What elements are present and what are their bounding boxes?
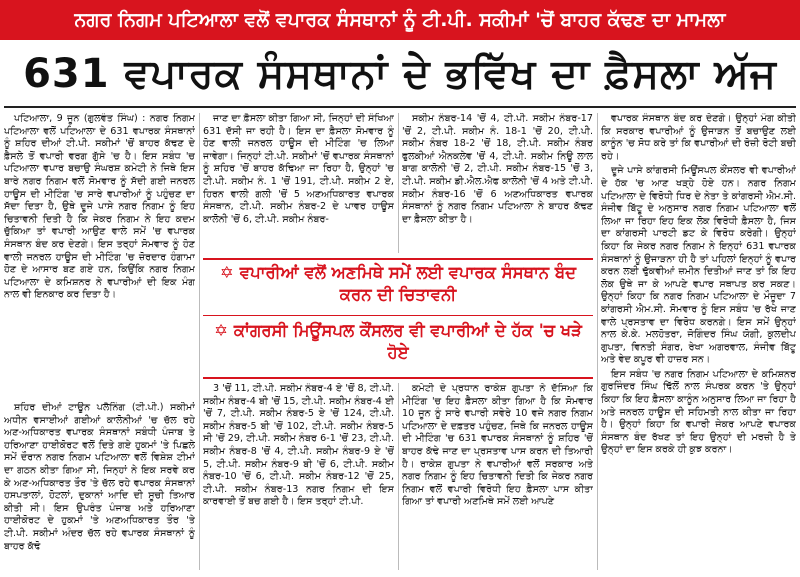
- paragraph: ਕਮੇਟੀ ਦੇ ਪ੍ਰਧਾਨ ਰਾਕੇਸ਼ ਗੁਪਤਾ ਨੇ ਦੱਸਿਆ ਕਿ ਮੀਟਿੰਗ 'ਚ ਇਹ ਫ਼ੈਸਲਾ ਕੀਤਾ ਗਿਆ ਹੈ ਕਿ ਸੋਮਵਾਰ 10 ਜੂਨ ਨੂੰ ਸਾਰੇ ਵਪਾਰੀ ਸਵੇਰੇ 10 ਵਜੇ ਨਗਰ ਨਿਗਮ ਪਟਿਆਲਾ ਦੇ ਦਫ਼ਤਰ ਪਹੁੰਚਣ, ਜਿਥੇ ਕਿ ਜਨਰਲ ਹਾਊਸ ਦੀ ਮੀਟਿੰਗ 'ਚ 631 ਵਪਾਰਕ ਸੰਸਥਾਨਾਂ ਨੂੰ ਸ਼ਹਿਰ 'ਚੋਂ ਬਾਹਰ ਕੱਢੇ ਜਾਣ ਦਾ ਪ੍ਰਸਤਾਵ ਪਾਸ ਕਰਨ ਦੀ ਤਿਆਰੀ ਹੈ। ਰਾਕੇਸ਼ ਗੁਪਤਾ ਨੇ ਵਪਾਰੀਆਂ ਵਲੋਂ ਸਰਕਾਰ ਅਤੇ ਨਗਰ ਨਿਗਮ ਨੂੰ ਇਹ ਚਿਤਾਵਨੀ ਦਿਤੀ ਕਿ ਜੇਕਰ ਨਗਰ ਨਿਗਮ ਵਲੋਂ ਵਪਾਰੀ ਵਿਰੋਧੀ ਇਹ ਫ਼ੈਸਲਾ ਪਾਸ ਕੀਤਾ ਗਿਆ ਤਾਂ ਵਪਾਰੀ ਅਣਮਿਥੇ ਸਮੇਂ ਲਈ ਆਪਣੇ: [402, 383, 593, 508]
- paragraph: ਪਟਿਆਲਾ, 9 ਜੂਨ (ਗੁਲਵੰਤ ਸਿੰਘ) : ਨਗਰ ਨਿਗਮ ਪਟਿਆਲਾ ਵਲੋਂ ਪਟਿਆਲਾ ਦੇ 631 ਵਪਾਰਕ ਸੰਸਥਾਨਾਂ ਨੂੰ ਸ਼ਹਿਰ ਦੀਆਂ ਟੀ.ਪੀ. ਸਕੀਮਾਂ 'ਚੋਂ ਬਾਹਰ ਕੱਢਣ ਦੇ ਫ਼ੈਸਲੇ ਤੋਂ ਵਪਾਰੀ ਵਰਗ ਗੁੱਸੇ 'ਚ ਹੈ। ਇਸ ਸਬੰਧ 'ਚ ਪਟਿਆਲਾ ਵਪਾਰ ਬਚਾਉ ਸੰਘਰਸ਼ ਕਮੇਟੀ ਨੇ ਜਿਥੇ ਇਸ ਬਾਰੇ ਨਗਰ ਨਿਗਮ ਵਲੋਂ ਸੋਮਵਾਰ ਨੂੰ ਸੱਦੀ ਗਈ ਜਨਰਲ ਹਾਊਸ ਦੀ ਮੀਟਿੰਗ 'ਚ ਸਾਰੇ ਵਪਾਰੀਆਂ ਨੂੰ ਪਹੁੰਚਣ ਦਾ ਸੱਦਾ ਦਿਤਾ ਹੈ, ਉਥੇ ਦੂਜੇ ਪਾਸੇ ਨਗਰ ਨਿਗਮ ਨੂੰ ਇਹ ਚਿਤਾਵਨੀ ਦਿਤੀ ਹੈ ਕਿ ਜੇਕਰ ਨਿਗਮ ਨੇ ਇਹ ਕਦਮ ਚੁੱਕਿਆ ਤਾਂ ਵਪਾਰੀ ਆਉਣ ਵਾਲੇ ਸਮੇਂ 'ਚ ਵਪਾਰਕ ਸੰਸਥਾਨ ਬੰਦ ਕਰ ਦੇਣਗੇ। ਇਸ ਤਰ੍ਹਾਂ ਸੋਮਵਾਰ ਨੂੰ ਹੋਣ ਵਾਲੀ ਜਨਰਲ ਹਾਊਸ ਦੀ ਮੀਟਿੰਗ 'ਚ ਜ਼ੋਰਦਾਰ ਹੰਗਾਮਾ ਹੋਣ ਦੇ ਆਸਾਰ ਬਣ ਗਏ ਹਨ, ਕਿਉਂਕਿ ਨਗਰ ਨਿਗਮ ਪਟਿਆਲਾ ਦੇ ਕਮਿਸ਼ਨਰ ਨੇ ਵਪਾਰੀਆਂ ਦੀ ਇਕ ਮੰਗ ਨਾਲ ਵੀ ਇਨਕਾਰ ਕਰ ਦਿਤਾ ਹੈ।: [4, 113, 195, 301]
- article-column-2-continued: [203, 383, 394, 570]
- headline: 631 ਵਪਾਰਕ ਸੰਸਥਾਨਾਂ ਦੇ ਭਵਿੱਖ ਦਾ ਫ਼ੈਸਲਾ ਅੱਜ: [23, 51, 777, 97]
- callout-rule: [203, 315, 593, 316]
- headline-rule: [4, 106, 796, 108]
- callout-rule: [203, 377, 593, 379]
- paragraph: 3 'ਚੋਂ 11, ਟੀ.ਪੀ. ਸਕੀਮ ਨੰਬਰ-4 ਏ 'ਚੋਂ 8, ਟੀ.ਪੀ. ਸਕੀਮ ਨੰਬਰ-4 ਬੀ 'ਚੋਂ 15, ਟੀ.ਪੀ. ਸਕੀਮ ਨੰਬਰ-4 ਈ 'ਚੋਂ 7, ਟੀ.ਪੀ. ਸਕੀਮ ਨੰਬਰ-5 ਏ 'ਚੋਂ 124, ਟੀ.ਪੀ. ਸਕੀਮ ਨੰਬਰ-5 ਬੀ 'ਚੋਂ 102, ਟੀ.ਪੀ. ਸਕੀਮ ਨੰਬਰ-5 ਸੀ 'ਚੋਂ 29, ਟੀ.ਪੀ. ਸਕੀਮ ਨੰਬਰ 6-1 'ਚੋਂ 23, ਟੀ.ਪੀ. ਸਕੀਮ ਨੰਬਰ-8 'ਚੋਂ 4, ਟੀ.ਪੀ. ਸਕੀਮ ਨੰਬਰ-9 ਏ 'ਚੋਂ 5, ਟੀ.ਪੀ. ਸਕੀਮ ਨੰਬਰ-9 ਬੀ 'ਚੋਂ 6, ਟੀ.ਪੀ. ਸਕੀਮ ਨੰਬਰ-10 'ਚੋਂ 6, ਟੀ.ਪੀ. ਸਕੀਮ ਨੰਬਰ-12 'ਚੋਂ 25, ਟੀ.ਪੀ. ਸਕੀਮ ਨੰਬਰ-13 ਨਗਰ ਨਿਗਮ ਦੀ ਇਸ ਕਾਰਵਾਈ ਤੋਂ ਬਚ ਗਈ ਹੈ। ਇਸ ਤਰ੍ਹਾਂ ਟੀ.ਪੀ.: [203, 383, 394, 508]
- callout-text: ਕਾਂਗਰਸੀ ਮਿਊਂਸਪਲ ਕੌਂਸਲਰ ਵੀ ਵਪਾਰੀਆਂ ਦੇ ਹੱਕ 'ਚ ਖੜੇ ਹੋਏ: [233, 321, 582, 362]
- paragraph: ਇਸ ਸਬੰਧ 'ਚ ਨਗਰ ਨਿਗਮ ਪਟਿਆਲਾ ਦੇ ਕਮਿਸ਼ਨਰ ਗੁਰਜਿੰਦਰ ਸਿੰਘ ਢਿੱਲੋਂ ਨਾਲ ਸੰਪਰਕ ਕਰਨ 'ਤੇ ਉਨ੍ਹਾਂ ਕਿਹਾ ਕਿ ਇਹ ਫ਼ੈਸਲਾ ਕਾਨੂੰਨ ਅਨੁਸਾਰ ਲਿਆ ਜਾ ਰਿਹਾ ਹੈ ਅਤੇ ਜਨਰਲ ਹਾਊਸ ਦੀ ਸਹਿਮਤੀ ਨਾਲ ਕੀਤਾ ਜਾ ਰਿਹਾ ਹੈ। ਉਨ੍ਹਾਂ ਕਿਹਾ ਕਿ ਵਪਾਰੀ ਜੇਕਰ ਆਪਣੇ ਵਪਾਰਕ ਸੰਸਥਾਨ ਬੰਦ ਰੱਖਣ ਤਾਂ ਇਹ ਉਨ੍ਹਾਂ ਦੀ ਮਰਜ਼ੀ ਹੈ ਤੇ ਉਨ੍ਹਾਂ ਦਾ ਇਸ ਕਰਕੇ ਹੀ ਕੁਝ ਕਰਨਾ।: [601, 368, 796, 456]
- paragraph: ਦੂਜੇ ਪਾਸੇ ਕਾਂਗਰਸੀ ਮਿਊਂਸਪਲ ਕੌਂਸਲਰ ਵੀ ਵਪਾਰੀਆਂ ਦੇ ਹੱਕ 'ਚ ਆਣ ਖੜ੍ਹੇ ਹੋਏ ਹਨ। ਨਗਰ ਨਿਗਮ ਪਟਿਆਲਾ ਦੇ ਵਿਰੋਧੀ ਧਿਰ ਦੇ ਨੇਤਾ ਤੇ ਕਾਂਗਰਸੀ ਐਮ.ਸੀ. ਸੰਜੀਵ ਬਿੱਟੂ ਦੇ ਅਨੁਸਾਰ ਨਗਰ ਨਿਗਮ ਪਟਿਆਲਾ ਵਲੋਂ ਲਿਆ ਜਾ ਰਿਹਾ ਇਹ ਇਕ ਲੋਕ ਵਿਰੋਧੀ ਫ਼ੈਸਲਾ ਹੈ, ਜਿਸ ਦਾ ਕਾਂਗਰਸੀ ਪਾਰਟੀ ਡਟ ਕੇ ਵਿਰੋਧ ਕਰੇਗੀ। ਉਨ੍ਹਾਂ ਕਿਹਾ ਕਿ ਜੇਕਰ ਨਗਰ ਨਿਗਮ ਨੇ ਇਨ੍ਹਾਂ 631 ਵਪਾਰਕ ਸੰਸਥਾਨਾਂ ਨੂੰ ਉਜਾੜਨਾ ਹੀ ਹੈ ਤਾਂ ਪਹਿਲਾਂ ਇਨ੍ਹਾਂ ਨੂੰ ਵਪਾਰ ਕਰਨ ਲਈ ਢੁੱਕਵੀਆਂ ਜ਼ਮੀਨ ਦਿਤੀਆਂ ਜਾਣ ਤਾਂ ਕਿ ਇਹ ਲੋਕ ਉਥੇ ਜਾ ਕੇ ਆਪਣੇ ਵਪਾਰ ਸਥਾਪਤ ਕਰ ਸਕਣ। ਉਨ੍ਹਾਂ ਕਿਹਾ ਕਿ ਨਗਰ ਨਿਗਮ ਪਟਿਆਲਾ ਦੇ ਮੌਜੂਦਾ 7 ਕਾਂਗਰਸੀ ਐਮ.ਸੀ. ਸੋਮਵਾਰ ਨੂੰ ਇਸ ਸਬੰਧ 'ਚ ਰੱਖੇ ਜਾਣ ਵਾਲੇ ਪ੍ਰਸਤਾਵ ਦਾ ਵਿਰੋਧ ਕਰਨਗੇ। ਇਸ ਸਮੇਂ ਉਨ੍ਹਾਂ ਨਾਲ ਕੇ.ਕੇ. ਮਲਹੋਤਰਾ, ਜੋਗਿੰਦਰ ਸਿੰਘ ਯੋਗੀ, ਕੁਲਦੀਪ ਗੁਪਤਾ, ਵਿਨਤੀ ਸੰਗਰ, ਰੇਖਾ ਅਗਰਵਾਲ, ਸੰਜੀਵ ਬਿੱਟੂ ਅਤੇ ਵੇਦ ਕਪੂਰ ਵੀ ਹਾਜ਼ਰ ਸਨ।: [601, 165, 796, 366]
- star-icon: ✡: [214, 321, 228, 340]
- paragraph: ਜਾਣ ਦਾ ਫ਼ੈਸਲਾ ਕੀਤਾ ਗਿਆ ਸੀ, ਜਿਨ੍ਹਾਂ ਦੀ ਸੰਖਿਆ 631 ਦੱਸੀ ਜਾ ਰਹੀ ਹੈ। ਇਸ ਦਾ ਫ਼ੈਸਲਾ ਸੋਮਵਾਰ ਨੂੰ ਹੋਣ ਵਾਲੀ ਜਨਰਲ ਹਾਊਸ ਦੀ ਮੀਟਿੰਗ 'ਚ ਲਿਆ ਜਾਵੇਗਾ। ਜਿਨ੍ਹਾਂ ਟੀ.ਪੀ. ਸਕੀਮਾਂ 'ਚੋਂ ਵਪਾਰਕ ਸੰਸਥਾਨਾਂ ਨੂੰ ਸ਼ਹਿਰ 'ਚੋਂ ਬਾਹਰ ਕੱਢਿਆ ਜਾ ਰਿਹਾ ਹੈ, ਉਨ੍ਹਾਂ 'ਚ ਟੀ.ਪੀ. ਸਕੀਮ ਨੰ. 1 'ਚੋਂ 191, ਟੀ.ਪੀ. ਸਕੀਮ 2 ਏ, ਹਿਰਨ ਵਾਲੀ ਗਲੀ 'ਚੋਂ 5 ਅਣਅਧਿਕਾਰਤ ਵਪਾਰਕ ਸੰਸਥਾਨ, ਟੀ.ਪੀ. ਸਕੀਮ ਨੰਬਰ-2 ਦੇ ਪਾਵਰ ਹਾਊਸ ਕਾਲੋਨੀ 'ਚੋਂ 6, ਟੀ.ਪੀ. ਸਕੀਮ ਨੰਬਰ-: [203, 113, 394, 225]
- article-column-1: [4, 113, 195, 396]
- article-column-2: [203, 113, 394, 253]
- article-column-4: [601, 113, 796, 570]
- column-divider: [398, 383, 399, 570]
- paragraph: ਵਪਾਰਕ ਸੰਸਥਾਨ ਬੰਦ ਕਰ ਦੇਣਗੇ। ਉਨ੍ਹਾਂ ਮੰਗ ਕੀਤੀ ਕਿ ਸਰਕਾਰ ਵਪਾਰੀਆਂ ਨੂੰ ਉਜਾੜਨ ਤੋਂ ਬਚਾਉਣ ਲਈ ਕਾਨੂੰਨ 'ਚ ਸੋਧ ਕਰੇ ਤਾਂ ਕਿ ਵਪਾਰੀਆਂ ਦੀ ਰੋਜ਼ੀ ਰੋਟੀ ਬਚੀ ਰਹੇ।: [601, 113, 796, 162]
- column-divider: [199, 113, 200, 570]
- column-divider: [597, 113, 598, 570]
- paragraph: ਸ਼ਹਿਰ ਦੀਆਂ ਟਾਊਨ ਪਲੈਨਿੰਗ (ਟੀ.ਪੀ.) ਸਕੀਮਾਂ ਅਧੀਨ ਵਸਾਈਆਂ ਗਈਆਂ ਕਾਲੋਨੀਆਂ 'ਚ ਚੱਲ ਰਹੇ ਅਣ-ਅਧਿਕਾਰਤ ਵਪਾਰਕ ਸੰਸਥਾਨਾਂ ਸਬੰਧੀ ਪੰਜਾਬ ਤੇ ਹਰਿਆਣਾ ਹਾਈਕੋਰਟ ਵਲੋਂ ਦਿਤੇ ਗਏ ਹੁਕਮਾਂ 'ਤੇ ਪਿਛਲੇ ਸਮੇਂ ਦੌਰਾਨ ਨਗਰ ਨਿਗਮ ਪਟਿਆਲਾ ਵਲੋਂ ਵਿਸ਼ੇਸ਼ ਟੀਮਾਂ ਦਾ ਗਠਨ ਕੀਤਾ ਗਿਆ ਸੀ, ਜਿਨ੍ਹਾਂ ਨੇ ਇਕ ਸਰਵੇ ਕਰ ਕੇ ਅਣ-ਅਧਿਕਾਰਤ ਤੌਰ 'ਤੇ ਚੱਲ ਰਹੇ ਵਪਾਰਕ ਸੰਸਥਾਨਾਂ ਹਸਪਤਾਲਾਂ, ਹੋਟਲਾਂ, ਦੁਕਾਨਾਂ ਆਦਿ ਦੀ ਸੂਚੀ ਤਿਆਰ ਕੀਤੀ ਸੀ। ਇਸ ਉਪਰੰਤ ਪੰਜਾਬ ਅਤੇ ਹਰਿਆਣਾ ਹਾਈਕੋਰਟ ਦੇ ਹੁਕਮਾਂ 'ਤੇ ਅਣਅਧਿਕਾਰਤ ਤੌਰ 'ਤੇ ਟੀ.ਪੀ. ਸਕੀਮਾਂ ਅੰਦਰ ਚੱਲ ਰਹੇ ਵਪਾਰਕ ਸੰਸਥਾਨਾਂ ਨੂੰ ਬਾਹਰ ਕੱਢੋ: [4, 402, 195, 552]
- callout-text: ਵਪਾਰੀਆਂ ਵਲੋਂ ਅਣਮਿਥੇ ਸਮੇਂ ਲਈ ਵਪਾਰਕ ਸੰਸਥਾਨ ਬੰਦ ਕਰਨ ਦੀ ਚਿਤਾਵਨੀ: [239, 263, 577, 304]
- column-divider: [398, 113, 399, 253]
- paragraph: ਸਕੀਮ ਨੰਬਰ-14 'ਚੋਂ 4, ਟੀ.ਪੀ. ਸਕੀਮ ਨੰਬਰ-17 'ਚੋਂ 2, ਟੀ.ਪੀ. ਸਕੀਮ ਨੰ. 18-1 'ਚੋਂ 20, ਟੀ.ਪੀ. ਸਕੀਮ ਨੰਬਰ 18-2 'ਚੋਂ 18, ਟੀ.ਪੀ. ਸਕੀਮ ਨੰਬਰ ਫੁਲਕੀਆਂ ਐਨਕਲੇਵ 'ਚੋਂ 4, ਟੀ.ਪੀ. ਸਕੀਮ ਨਿਊ ਲਾਲ ਬਾਗ ਕਾਲੋਨੀ 'ਚੋਂ 2, ਟੀ.ਪੀ. ਸਕੀਮ ਨੰਬਰ-15 'ਚੋਂ 3, ਟੀ.ਪੀ. ਸਕੀਮ ਡੀ.ਐਲ.ਐਫ ਕਾਲੋਨੀ 'ਚੋਂ 4 ਅਤੇ ਟੀ.ਪੀ. ਸਕੀਮ ਨੰਬਰ-16 'ਚੋਂ 6 ਅਣਅਧਿਕਾਰਤ ਵਪਾਰਕ ਸੰਸਥਾਨਾਂ ਨੂੰ ਨਗਰ ਨਿਗਮ ਪਟਿਆਲਾ ਨੇ ਬਾਹਰ ਕੱਢਣ ਦਾ ਫ਼ੈਸਲਾ ਕੀਤਾ ਹੈ।: [402, 113, 593, 225]
- article-column-3: [402, 113, 593, 253]
- kicker-banner: ਨਗਰ ਨਿਗਮ ਪਟਿਆਲਾ ਵਲੋਂ ਵਪਾਰਕ ਸੰਸਥਾਨਾਂ ਨੂੰ ਟੀ.ਪੀ. ਸਕੀਮਾਂ 'ਚੋਂ ਬਾਹਰ ਕੱਢਣ ਦਾ ਮਾਮਲਾ: [0, 0, 800, 40]
- article-column-1-continued: [4, 402, 195, 570]
- callout-warning: [203, 262, 593, 310]
- callout-councillors: [203, 320, 593, 372]
- article-column-3-continued: [402, 383, 593, 570]
- callout-rule: [203, 258, 593, 260]
- star-icon: ✡: [219, 263, 234, 282]
